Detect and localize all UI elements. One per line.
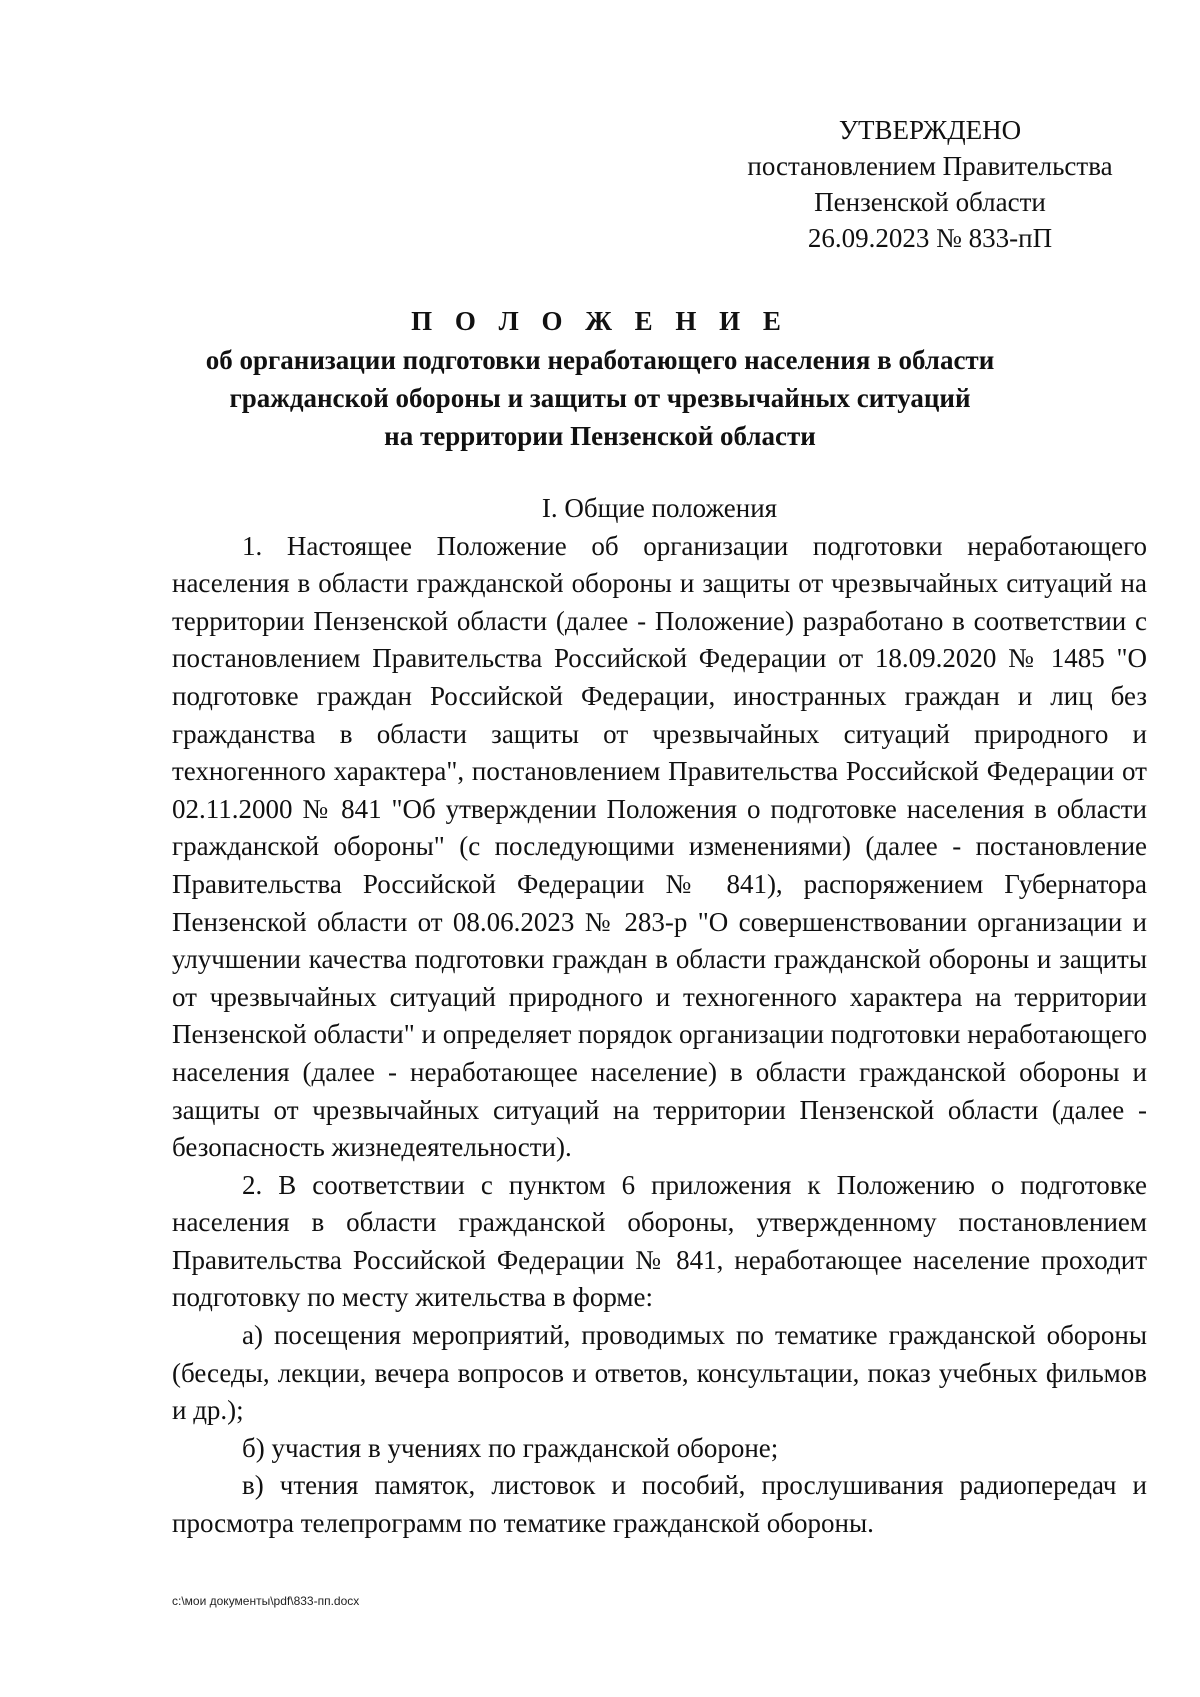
- title-line-1: об организации подготовки неработающего населения в области: [205, 345, 995, 375]
- paragraph-2a: а) посещения мероприятий, проводимых по тематике гражданской обороны (беседы, лекции, вечера вопросов и ответов, консультации, показ учебных фильмов и др.);: [172, 1320, 1147, 1426]
- approval-region: Пензенской области: [814, 187, 1046, 217]
- document-type-heading: П О Л О Ж Е Н И Е: [411, 306, 789, 336]
- approval-status: УТВЕРЖДЕНО: [838, 115, 1022, 145]
- paragraph-1: 1. Настоящее Положение об организации подготовки неработающего населения в области гражданской обороны и защиты от чрезвычайных ситуаций на территории Пензенской области (далее - Положение) разработано в соответствии с постановлением Правительства Российской Федерации от 18.09.2020 № 1485 "О подготовке граждан Российской Федерации, иностранных граждан и лиц без гражданства в области защиты от чрезвычайных ситуаций природного и техногенного характера", постановлением Правительства Российской Федерации от 02.11.2000 № 841 "Об утверждении Положения о подготовке населения в области гражданской обороны" (с последующими изменениями) (далее - постановление Правительства Российской Федерации № 841), распоряжением Губернатора Пензенской области от 08.06.2023 № 283-р "О совершенствовании организации и улучшении качества подготовки граждан в области гражданской обороны и защиты от чрезвычайных ситуаций природного и техногенного характера на территории Пензенской области" и определяет порядок организации подготовки неработающего населения (далее - неработающее население) в области гражданской обороны и защиты от чрезвычайных ситуаций на территории Пензенской области (далее - безопасность жизнедеятельности).: [172, 530, 1147, 1163]
- approval-authority: постановлением Правительства: [747, 151, 1113, 181]
- title-line-3: на территории Пензенской области: [384, 421, 816, 451]
- paragraph-2c: в) чтения памяток, листовок и пособий, прослушивания радиопередач и просмотра телепрограмм по тематике гражданской обороны.: [172, 1470, 1147, 1539]
- approval-stamp: [745, 112, 1115, 256]
- title-line-2: гражданской обороны и защиты от чрезвычайных ситуаций: [229, 383, 971, 413]
- file-path-footer: c:\мои документы\pdf\833-пп.docx: [172, 1594, 360, 1608]
- document-body: [172, 490, 1147, 1543]
- document-title: [150, 302, 1050, 455]
- approval-date-number: 26.09.2023 № 833-пП: [807, 223, 1053, 253]
- section-heading: I. Общие положения: [541, 493, 778, 523]
- paragraph-2: 2. В соответствии с пунктом 6 приложения к Положению о подготовке населения в области гражданской обороны, утвержденному постановлением Правительства Российской Федерации № 841, неработающее население проходит подготовку по месту жительства в форме:: [172, 1169, 1147, 1313]
- paragraph-2b: б) участия в учениях по гражданской обороне;: [242, 1432, 779, 1463]
